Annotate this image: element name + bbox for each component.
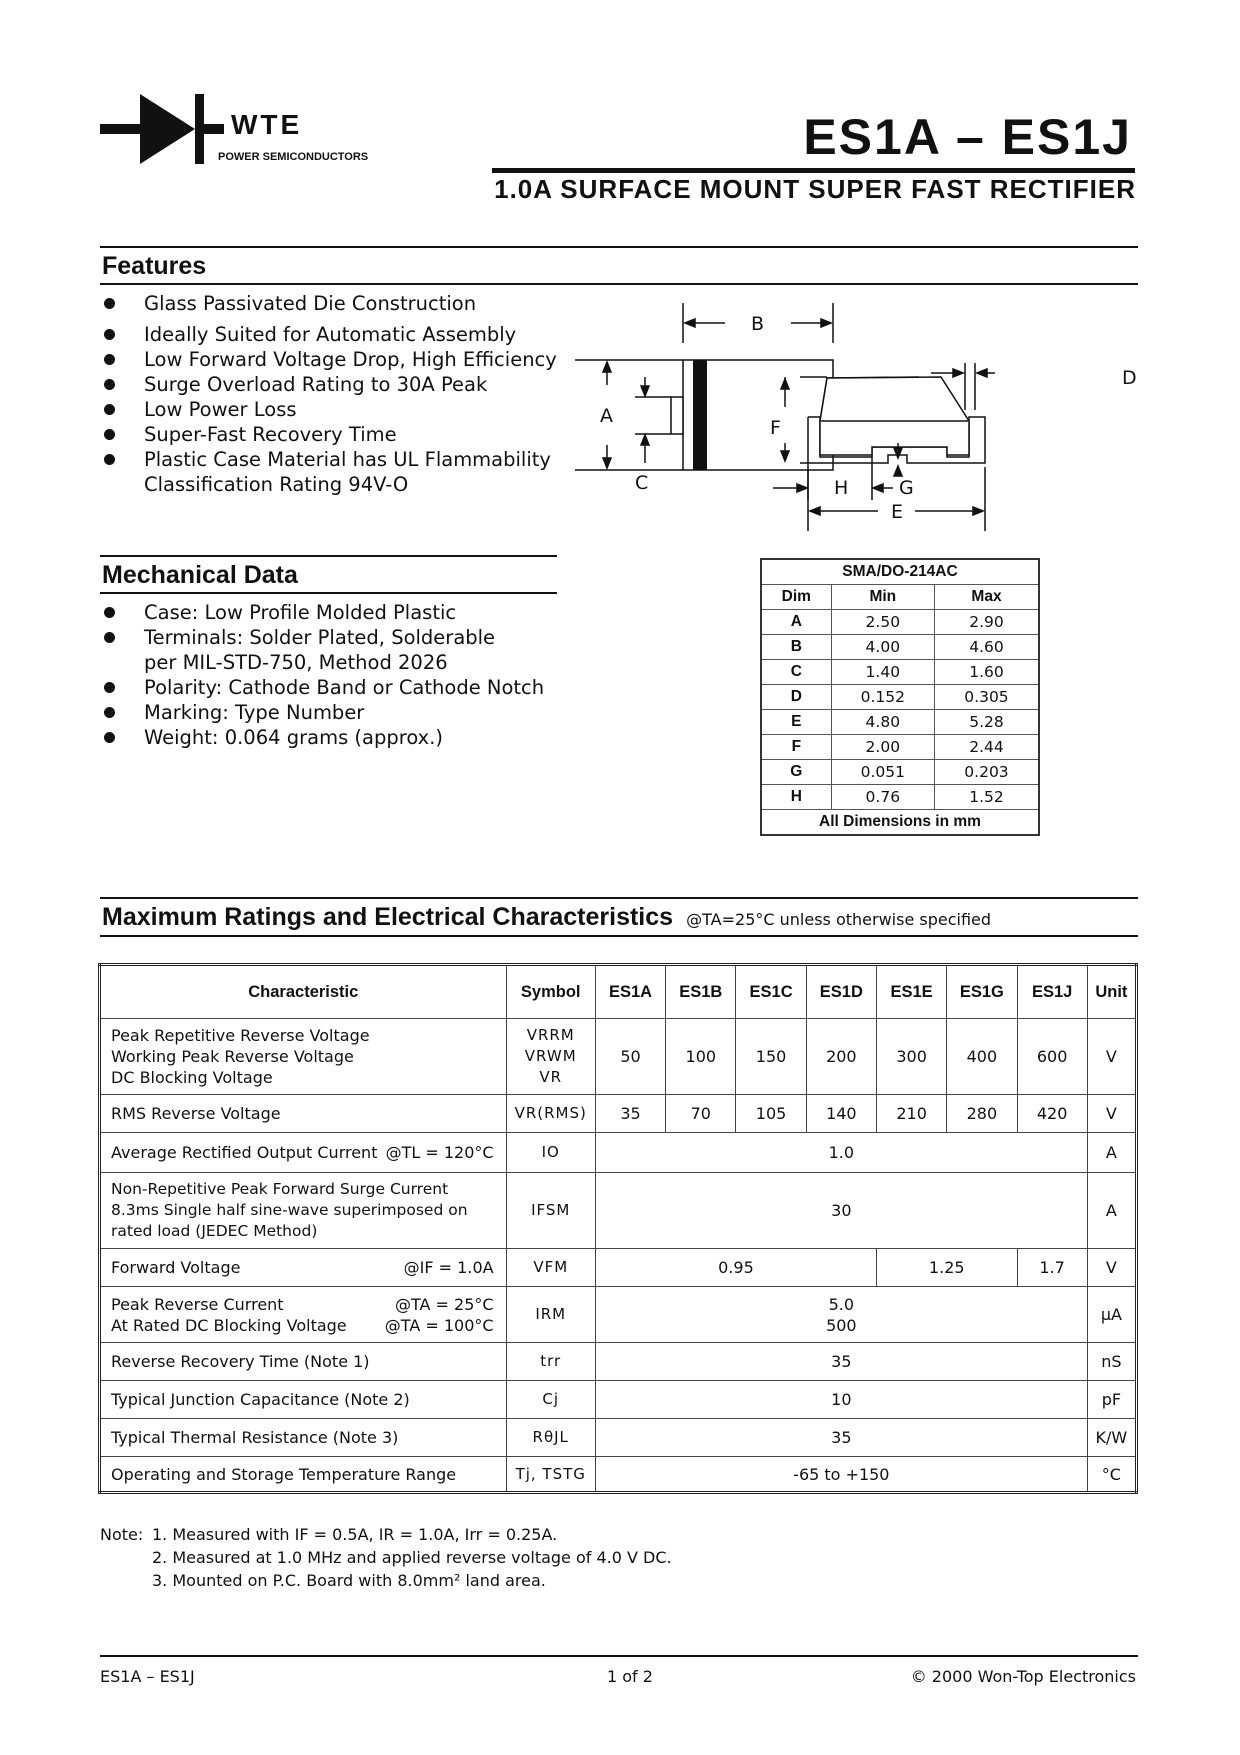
dim-key: B xyxy=(761,635,831,660)
value-cell: 140 xyxy=(806,1095,876,1133)
unit-cell: A xyxy=(1087,1133,1136,1173)
dim-max: 2.44 xyxy=(934,735,1039,760)
dim-key: F xyxy=(761,735,831,760)
value-text: 5.0 xyxy=(828,1294,855,1314)
title-divider xyxy=(492,168,1135,173)
symbol-cell: VFM xyxy=(506,1249,595,1287)
features-list xyxy=(100,291,570,497)
col-header: ES1J xyxy=(1017,965,1087,1019)
table-row xyxy=(100,1019,1137,1095)
table-row xyxy=(761,760,1039,785)
note-item: 1. Measured with IF = 0.5A, IR = 1.0A, Irr = 0.25A. xyxy=(152,1525,558,1544)
dim-key: G xyxy=(761,760,831,785)
value-cell: 600 xyxy=(1017,1019,1087,1095)
features-bottom-rule xyxy=(100,283,1138,285)
characteristic-cell: Typical Junction Capacitance (Note 2) xyxy=(100,1381,507,1419)
value-cell: 70 xyxy=(666,1095,736,1133)
characteristic-cell: RMS Reverse Voltage xyxy=(100,1095,507,1133)
logo-subtext: POWER SEMICONDUCTORS xyxy=(218,151,369,163)
value-cell: 30 xyxy=(595,1173,1087,1249)
value-cell: 10 xyxy=(595,1381,1087,1419)
features-heading: Features xyxy=(102,252,207,280)
list-item: Terminals: Solder Plated, Solderable xyxy=(100,625,570,650)
characteristic-text: Non-Repetitive Peak Forward Surge Current xyxy=(111,1180,449,1198)
dim-min: 2.00 xyxy=(831,735,934,760)
dim-max: 0.305 xyxy=(934,685,1039,710)
dim-label-e: E xyxy=(891,501,904,523)
value-cell: 400 xyxy=(947,1019,1017,1095)
col-header: ES1C xyxy=(736,965,806,1019)
list-item: Plastic Case Material has UL Flammability xyxy=(100,447,570,472)
characteristic-text: rated load (JEDEC Method) xyxy=(111,1222,318,1240)
value-cell: 150 xyxy=(736,1019,806,1095)
table-row xyxy=(100,1133,1137,1173)
dim-label-c: C xyxy=(635,472,649,494)
dim-key: C xyxy=(761,660,831,685)
dim-min: 4.00 xyxy=(831,635,934,660)
symbol-cell: IRM xyxy=(506,1287,595,1343)
dim-label-g: G xyxy=(899,477,914,499)
mechanical-top-rule xyxy=(100,555,557,557)
dim-col-header: Max xyxy=(934,585,1039,610)
symbol-text: VR xyxy=(539,1068,563,1086)
table-row xyxy=(100,1457,1137,1493)
value-cell xyxy=(595,1287,1087,1343)
list-item-continuation-text: per MIL-STD-750, Method 2026 xyxy=(144,651,448,674)
dim-label-b: B xyxy=(751,313,765,335)
table-row xyxy=(761,660,1039,685)
symbol-cell: IO xyxy=(506,1133,595,1173)
dim-col-header: Dim xyxy=(761,585,831,610)
col-header: ES1E xyxy=(876,965,946,1019)
characteristic-cell xyxy=(100,1019,507,1095)
value-cell: -65 to +150 xyxy=(595,1457,1087,1493)
package-outline-diagram xyxy=(575,295,1145,535)
list-item: Weight: 0.064 grams (approx.) xyxy=(100,725,570,750)
value-cell: 210 xyxy=(876,1095,946,1133)
unit-cell: K/W xyxy=(1087,1419,1136,1457)
dim-min: 0.76 xyxy=(831,785,934,810)
col-header: ES1B xyxy=(666,965,736,1019)
value-cell: 200 xyxy=(806,1019,876,1095)
mechanical-heading: Mechanical Data xyxy=(102,561,298,589)
col-header: Characteristic xyxy=(100,965,507,1019)
dim-key: E xyxy=(761,710,831,735)
dim-label-d: D xyxy=(1122,367,1137,389)
footer-divider xyxy=(100,1655,1138,1657)
table-row xyxy=(100,1095,1137,1133)
dim-label-a: A xyxy=(600,405,613,427)
list-item: Marking: Type Number xyxy=(100,700,570,725)
unit-cell: µA xyxy=(1087,1287,1136,1343)
table-row xyxy=(100,1173,1137,1249)
table-row xyxy=(761,685,1039,710)
dim-key: D xyxy=(761,685,831,710)
col-header: ES1D xyxy=(806,965,876,1019)
list-item: Low Forward Voltage Drop, High Efficiency xyxy=(100,347,570,372)
characteristic-cell xyxy=(100,1173,507,1249)
list-item: Case: Low Profile Molded Plastic xyxy=(100,600,570,625)
value-cell: 50 xyxy=(595,1019,665,1095)
characteristic-text: At Rated DC Blocking Voltage xyxy=(111,1315,347,1335)
dim-col-header: Min xyxy=(831,585,934,610)
dim-table-footer: All Dimensions in mm xyxy=(761,810,1039,836)
table-row xyxy=(761,610,1039,635)
characteristic-cell: Reverse Recovery Time (Note 1) xyxy=(100,1343,507,1381)
list-item: Polarity: Cathode Band or Cathode Notch xyxy=(100,675,570,700)
dimension-table xyxy=(760,558,1040,836)
dim-label-h: H xyxy=(834,477,849,499)
dim-label-f: F xyxy=(770,417,781,439)
features-top-rule xyxy=(100,246,1138,248)
notes-block xyxy=(100,1523,672,1592)
symbol-cell xyxy=(506,1019,595,1095)
characteristic-cell xyxy=(100,1249,507,1287)
dim-max: 5.28 xyxy=(934,710,1039,735)
list-item-continuation xyxy=(100,650,570,675)
table-row xyxy=(761,735,1039,760)
value-cell: 0.95 xyxy=(595,1249,876,1287)
dim-table-title: SMA/DO-214AC xyxy=(761,559,1039,585)
dim-min: 4.80 xyxy=(831,710,934,735)
unit-cell: pF xyxy=(1087,1381,1136,1419)
unit-cell: A xyxy=(1087,1173,1136,1249)
list-item: Ideally Suited for Automatic Assembly xyxy=(100,322,570,347)
table-row xyxy=(100,1381,1137,1419)
value-cell: 280 xyxy=(947,1095,1017,1133)
list-item: Low Power Loss xyxy=(100,397,570,422)
characteristic-cell xyxy=(100,1287,507,1343)
value-cell: 35 xyxy=(595,1095,665,1133)
characteristic-text: DC Blocking Voltage xyxy=(111,1068,273,1087)
value-cell: 35 xyxy=(595,1419,1087,1457)
dim-key: H xyxy=(761,785,831,810)
value-cell: 105 xyxy=(736,1095,806,1133)
table-row xyxy=(761,785,1039,810)
page-number: 1 of 2 xyxy=(607,1667,653,1686)
dim-min: 1.40 xyxy=(831,660,934,685)
list-item: Super-Fast Recovery Time xyxy=(100,422,570,447)
unit-cell: nS xyxy=(1087,1343,1136,1381)
symbol-cell: trr xyxy=(506,1343,595,1381)
dim-max: 4.60 xyxy=(934,635,1039,660)
ratings-heading: Maximum Ratings and Electrical Characteristics xyxy=(102,903,674,931)
note-item: 2. Measured at 1.0 MHz and applied reverse voltage of 4.0 V DC. xyxy=(152,1548,672,1567)
ratings-condition: @TA=25°C unless otherwise specified xyxy=(686,910,992,929)
col-header: ES1G xyxy=(947,965,1017,1019)
symbol-cell: IFSM xyxy=(506,1173,595,1249)
table-row xyxy=(761,710,1039,735)
symbol-cell: RθJL xyxy=(506,1419,595,1457)
symbol-cell: Tj, TSTG xyxy=(506,1457,595,1493)
list-item-continuation: Classification Rating 94V-O xyxy=(144,473,409,496)
footer-copyright: © 2000 Won-Top Electronics xyxy=(910,1667,1136,1686)
characteristic-text: 8.3ms Single half sine-wave superimposed on xyxy=(111,1201,468,1219)
value-cell: 1.0 xyxy=(595,1133,1087,1173)
characteristic-text: Forward Voltage xyxy=(111,1258,241,1277)
characteristic-text: Peak Reverse Current xyxy=(111,1294,284,1314)
note-item: 3. Mounted on P.C. Board with 8.0mm² land area. xyxy=(152,1571,546,1590)
col-header: ES1A xyxy=(595,965,665,1019)
logo-wordmark: WTE xyxy=(231,109,303,140)
dim-max: 0.203 xyxy=(934,760,1039,785)
condition-text: @TL = 120°C xyxy=(385,1143,494,1162)
dim-max: 1.52 xyxy=(934,785,1039,810)
dim-min: 0.152 xyxy=(831,685,934,710)
value-cell: 1.7 xyxy=(1017,1249,1087,1287)
value-cell: 1.25 xyxy=(876,1249,1017,1287)
symbol-cell: Cj xyxy=(506,1381,595,1419)
ratings-heading-row xyxy=(102,903,991,932)
table-row xyxy=(100,1419,1137,1457)
mechanical-bottom-rule xyxy=(100,592,557,594)
characteristic-text: Average Rectified Output Current xyxy=(111,1143,378,1162)
dim-min: 2.50 xyxy=(831,610,934,635)
condition-text: @TA = 100°C xyxy=(384,1315,494,1335)
table-header-row xyxy=(100,965,1137,1019)
col-header: Symbol xyxy=(506,965,595,1019)
condition-text: @TA = 25°C xyxy=(394,1294,494,1314)
footer-part-range: ES1A – ES1J xyxy=(100,1667,195,1686)
company-logo xyxy=(100,92,380,172)
symbol-text: VRRM xyxy=(526,1026,575,1044)
symbol-text: VRWM xyxy=(524,1047,577,1065)
notes-label: Note: xyxy=(100,1525,144,1544)
unit-cell: V xyxy=(1087,1249,1136,1287)
list-item xyxy=(100,472,570,497)
col-header: Unit xyxy=(1087,965,1136,1019)
unit-cell: V xyxy=(1087,1019,1136,1095)
characteristic-text: Working Peak Reverse Voltage xyxy=(111,1047,354,1066)
list-item: Surge Overload Rating to 30A Peak xyxy=(100,372,570,397)
symbol-cell: VR(RMS) xyxy=(506,1095,595,1133)
dim-key: A xyxy=(761,610,831,635)
characteristic-cell xyxy=(100,1133,507,1173)
unit-cell: V xyxy=(1087,1095,1136,1133)
part-number-title: ES1A – ES1J xyxy=(803,109,1132,165)
dim-max: 1.60 xyxy=(934,660,1039,685)
document-subtitle: 1.0A SURFACE MOUNT SUPER FAST RECTIFIER xyxy=(494,174,1136,204)
unit-cell: °C xyxy=(1087,1457,1136,1493)
ratings-top-rule xyxy=(100,897,1138,899)
characteristic-cell: Typical Thermal Resistance (Note 3) xyxy=(100,1419,507,1457)
value-cell: 100 xyxy=(666,1019,736,1095)
value-cell: 420 xyxy=(1017,1095,1087,1133)
characteristic-cell: Operating and Storage Temperature Range xyxy=(100,1457,507,1493)
value-cell: 300 xyxy=(876,1019,946,1095)
ratings-table xyxy=(98,963,1138,1494)
table-row xyxy=(100,1287,1137,1343)
characteristic-text: Peak Repetitive Reverse Voltage xyxy=(111,1026,370,1045)
table-row xyxy=(100,1343,1137,1381)
value-cell: 35 xyxy=(595,1343,1087,1381)
mechanical-list xyxy=(100,600,570,750)
list-item: Glass Passivated Die Construction xyxy=(100,291,570,316)
value-text: 500 xyxy=(826,1315,857,1335)
table-row xyxy=(100,1249,1137,1287)
table-row xyxy=(761,635,1039,660)
condition-text: @IF = 1.0A xyxy=(403,1258,494,1277)
dim-max: 2.90 xyxy=(934,610,1039,635)
dim-min: 0.051 xyxy=(831,760,934,785)
ratings-bottom-rule xyxy=(100,935,1138,937)
